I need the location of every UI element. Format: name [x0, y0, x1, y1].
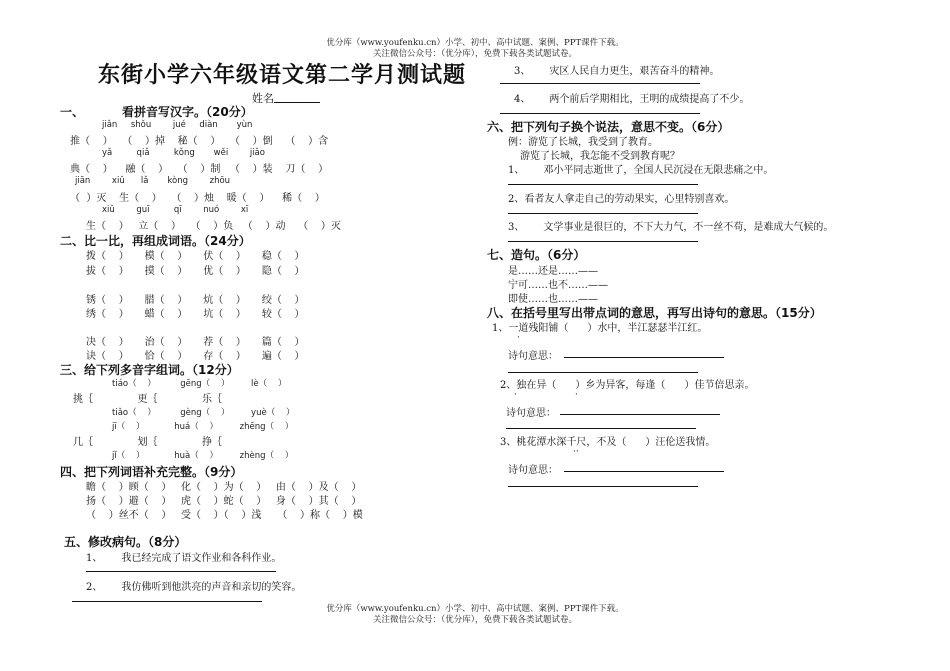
word-row[interactable]: 拔（ ） 摸（ ） 优（ ） 隐（ ）	[86, 266, 305, 277]
answer-line[interactable]	[72, 601, 262, 602]
header-line-1: 优分库（www.youfenku.cn）小学、初中、高中试题、案例、PPT课件下载。	[326, 38, 624, 48]
section-6-title: 六、把下列句子换个说法，意思不变。（6分）	[487, 120, 730, 134]
section-2-title: 二、比一比，再组成词语。（24分）	[60, 234, 251, 248]
sentence-pattern[interactable]: 宁可……也不……——	[508, 280, 608, 291]
sentence-pattern[interactable]: 即使……也……——	[508, 294, 598, 305]
answer-line[interactable]	[508, 372, 698, 373]
pinyin-row: jiān xiǔ lǎ kòng zhōu	[75, 176, 231, 186]
section-1-title: 看拼音写汉字。（20分）	[122, 105, 253, 119]
section-5-title: 五、修改病句。（8分）	[64, 535, 187, 549]
answer-line[interactable]	[500, 113, 700, 114]
meaning-label: 诗句意思：	[506, 408, 556, 419]
pinyin-row[interactable]: jī（ ） huá（ ） zhēng（ ）	[112, 422, 294, 432]
answer-line[interactable]	[508, 213, 698, 214]
pinyin-row[interactable]: jǐ（ ） huà（ ） zhèng（ ）	[112, 451, 294, 461]
blank-row[interactable]: 推（ ） （ ）掉 秘（ ） （ ）倒 （ ）含	[70, 136, 329, 147]
header-line-2: 关注微信公众号：（优分库），免费下载各类试题试卷。	[372, 49, 577, 59]
pinyin-row[interactable]: tiáo（ ） gēng（ ） lè（ ）	[112, 379, 287, 389]
idiom-row[interactable]: 瞻（ ）顾（ ） 化（ ）为（ ） 由（ ）及（ ）	[86, 482, 362, 493]
sentence-item: 3、 灾区人民自力更生，艰苦奋斗的精神。	[514, 66, 720, 77]
name-field[interactable]: 姓名	[252, 90, 320, 106]
sentence-pattern[interactable]: 是……还是……——	[508, 266, 598, 277]
answer-line[interactable]	[564, 357, 724, 358]
pinyin-row: jiǎn shǒu jué diàn yùn	[102, 120, 253, 130]
answer-line[interactable]	[508, 486, 698, 487]
section-8-title: 八、在括号里写出带点词的意思，再写出诗句的意思。（15分）	[487, 306, 822, 320]
idiom-row[interactable]: （ ）丝不（ ） 受（ ）（ ）浅 （ ）称（ ）模	[86, 510, 363, 521]
sentence-item: 2、 我仿佛听到他洪亮的声音和亲切的笑容。	[86, 582, 302, 593]
blank-row[interactable]: （ ）灭 生（ ） （ ）烛 暖（ ） 稀（ ）	[70, 193, 325, 204]
word-row[interactable]: 绣（ ） 蜡（ ） 坑（ ） 较（ ）	[86, 309, 305, 320]
answer-line[interactable]	[500, 83, 700, 84]
pinyin-row: yǎ qiǎ kǒng wěi jiǎo	[102, 148, 265, 158]
answer-line[interactable]	[508, 241, 698, 242]
meaning-label: 诗句意思：	[508, 351, 558, 362]
example-line: 游览了长城，我怎能不受到教育呢？	[520, 151, 680, 162]
section-3-title: 三、给下列多音字组词。（12分）	[60, 363, 239, 377]
example-line: 例：游览了长城，我受到了教育。	[508, 137, 658, 148]
blank-row[interactable]: 生（ ） 立（ ） （ ）负 （ ）动 （ ）灭	[86, 221, 341, 232]
page-title: 东街小学六年级语文第二学月测试题	[98, 63, 467, 88]
answer-line[interactable]	[506, 428, 696, 429]
emphasis-dot: ·	[575, 390, 578, 400]
pinyin-row[interactable]: tiǎo（ ） gèng（ ） yuè（ ）	[112, 408, 295, 418]
sentence-item: 4、 两个前后学期相比，王明的成绩提高了不少。	[514, 94, 750, 105]
sentence-item: 1、 邓小平同志逝世了，全国人民沉浸在无限悲痛之中。	[508, 165, 774, 176]
footer-line-1: 优分库（www.youfenku.cn）小学、初中、高中试题、案例、PPT课件下载。	[326, 604, 624, 614]
emphasis-dot: ·	[517, 333, 520, 343]
sentence-item: 2、看者友人拿走自己的劳动果实，心里特别喜欢。	[508, 194, 735, 205]
poem-line[interactable]: 3、桃花潭水深千尺，不及（ ）汪伦送我情。	[500, 437, 716, 448]
answer-line[interactable]	[86, 571, 276, 572]
word-row[interactable]: 诀（ ） 恰（ ） 存（ ） 遍（ ）	[86, 351, 305, 362]
footer-line-2: 关注微信公众号：（优分库），免费下载各类试题试卷。	[372, 615, 577, 625]
answer-line[interactable]	[508, 184, 698, 185]
polyphone-row: 几｛ 划｛ 挣｛	[73, 437, 223, 448]
word-row[interactable]: 拨（ ） 模（ ） 伏（ ） 稳（ ）	[86, 251, 305, 262]
poem-line[interactable]: 1、一道残阳铺（ ）水中，半江瑟瑟半江红。	[492, 323, 708, 334]
answer-line[interactable]	[564, 471, 724, 472]
idiom-row[interactable]: 扬（ ）避（ ） 虎（ ）蛇（ ） 身（ ）其（ ）	[86, 496, 362, 507]
section-7-title: 七、造句。（6分）	[487, 248, 586, 262]
emphasis-dot: ··	[573, 447, 579, 457]
section-4-title: 四、把下列词语补充完整。（9分）	[60, 465, 243, 479]
pinyin-row: xiǔ guī qī nuó xī	[102, 205, 249, 215]
emphasis-dot: ·	[514, 390, 517, 400]
meaning-label: 诗句意思：	[508, 465, 558, 476]
blank-row[interactable]: 典（ ） 融（ ） （ ）制 （ ）装 刀（ ）	[70, 164, 329, 175]
answer-line[interactable]	[560, 414, 720, 415]
word-row[interactable]: 决（ ） 治（ ） 荐（ ） 篇（ ）	[86, 337, 305, 348]
poem-line[interactable]: 2、独在异（ ）乡为异客，每逢（ ）佳节倍思亲。	[500, 380, 755, 391]
polyphone-row: 挑｛ 更｛ 乐｛	[73, 394, 223, 405]
section-1-number: 一、	[60, 105, 85, 119]
word-row[interactable]: 锈（ ） 腊（ ） 炕（ ） 绞（ ）	[86, 295, 305, 306]
sentence-item: 1、 我已经完成了语文作业和各科作业。	[86, 553, 282, 564]
sentence-item: 3、 文学事业是很巨的，不下大力气，不一丝不苟，是难成大气候的。	[508, 222, 834, 233]
